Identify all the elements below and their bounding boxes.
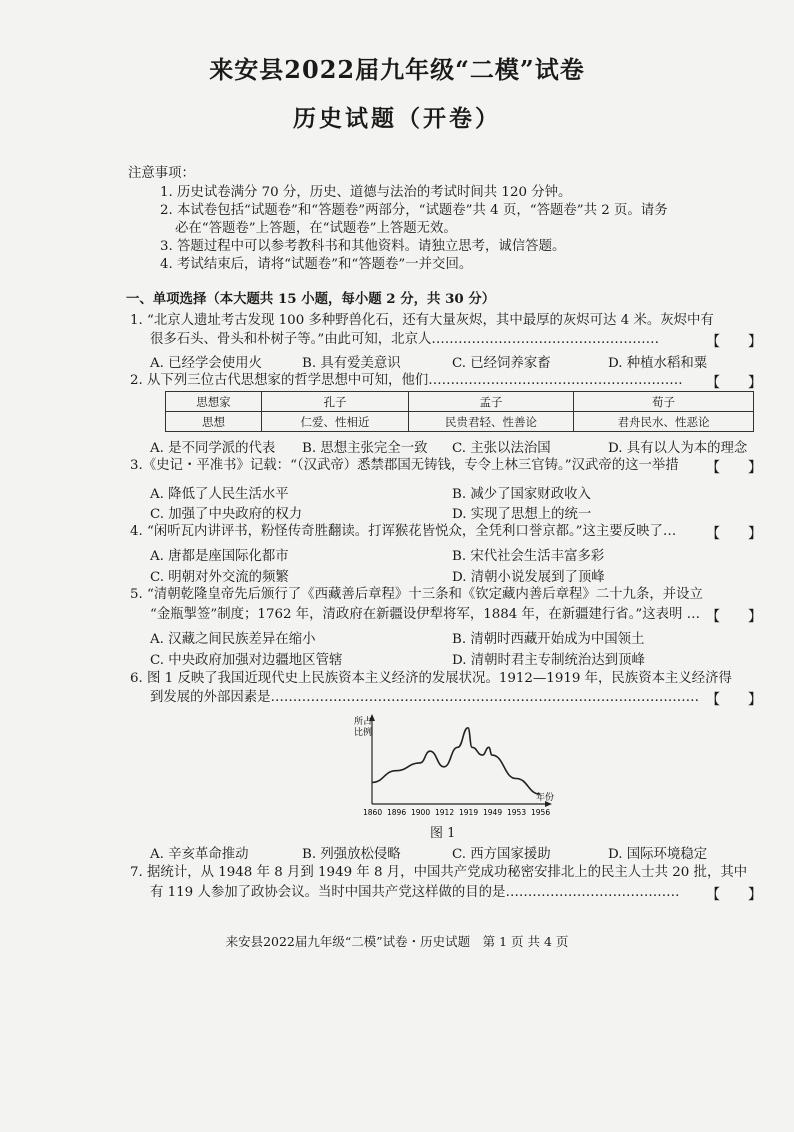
q5-line2: “金瓶掣签”制度；1762 年，清政府在新疆设伊犁将军，1884 年，在新疆建行省。”这表明 … (150, 607, 701, 622)
exam-title: 来安县2022届九年级“二模”试卷 (209, 55, 585, 84)
table-cell: 君舟民水、性恶论 (574, 412, 754, 432)
q2-answer-bracket: 【 】 (706, 375, 762, 391)
philosophers-table (165, 391, 754, 432)
q7-answer-bracket: 【 】 (706, 887, 762, 903)
q1-answer-bracket: 【 】 (706, 334, 762, 350)
q6-line2: 到发展的外部因素是…………………………………………………………………………………… (150, 690, 700, 705)
table-row (166, 412, 754, 432)
notice-heading: 注意事项： (128, 166, 195, 181)
figure-caption: 图 1 (430, 826, 456, 841)
figure-1-chart (340, 712, 560, 820)
q5-option-c: C. 中央政府加强对边疆地区管辖 (150, 653, 343, 668)
table-header-cell: 孟子 (409, 392, 574, 412)
q6-answer-bracket: 【 】 (706, 692, 762, 708)
q5-option-a: A. 汉藏之间民族差异在缩小 (150, 632, 316, 647)
q7-line1: 7. 据统计，从 1948 年 8 月到 1949 年 8 月，中国共产党成功秘密安排北上的民主人士共 20 批，其中 (130, 865, 748, 880)
exam-subtitle: 历史试题（开卷） (293, 105, 501, 132)
x-axis-label: 年份 (536, 793, 555, 803)
q3-option-d: D. 实现了思想上的统一 (452, 507, 592, 522)
table-header-cell: 思想家 (166, 392, 262, 412)
y-label-char: 比 (354, 728, 364, 738)
q7-line2: 有 119 人参加了政协会议。当时中国共产党这样做的目的是………………………………… (150, 885, 680, 900)
q2-option-c: C. 主张以法治国 (452, 441, 551, 456)
x-tick-label: 1956 (531, 808, 551, 817)
q4-option-a: A. 唐都是座国际化都市 (150, 549, 289, 564)
notice-item-2: 2. 本试卷包括“试题卷”和“答题卷”两部分，“试题卷”共 4 页，“答题卷”共 2 页。请务 (160, 203, 668, 218)
notice-item-3: 3. 答题过程中可以参考教科书和其他资料。请独立思考，诚信答题。 (160, 239, 566, 254)
q4-answer-bracket: 【 】 (706, 526, 762, 542)
q1-line2: 很多石头、骨头和朴树子等。”由此可知，北京人…………………………………………… (150, 332, 659, 347)
x-tick-label: 1912 (435, 808, 455, 817)
x-tick-label: 1949 (483, 808, 503, 817)
q1-option-c: C. 已经饲养家畜 (452, 356, 551, 371)
q3-option-c: C. 加强了中央政府的权力 (150, 507, 303, 522)
q2-option-a: A. 是不同学派的代表 (150, 441, 276, 456)
q4-option-c: C. 明朝对外交流的频繁 (150, 570, 289, 585)
y-label-char: 例 (363, 728, 373, 738)
table-header-row (166, 392, 754, 412)
q2-line1: 2. 从下列三位古代思想家的哲学思想中可知，他们………………………………………………… (130, 373, 683, 388)
q3-option-a: A. 降低了人民生活水平 (150, 487, 289, 502)
q1-option-a: A. 已经学会使用火 (150, 356, 262, 371)
q3-line1: 3.《史记・平准书》记载：“（汉武帝）悉禁郡国无铸钱，专令上林三官铸。”汉武帝的这一举措 (130, 458, 679, 473)
table-header-cell: 孔子 (262, 392, 409, 412)
notice-item-2-cont: 必在“答题卷”上答题，在“试题卷”上答题无效。 (175, 221, 457, 236)
table-cell: 仁爱、性相近 (262, 412, 409, 432)
q3-answer-bracket: 【 】 (706, 460, 762, 476)
q6-option-a: A. 辛亥革命推动 (150, 847, 249, 862)
q6-option-b: B. 列强放松侵略 (302, 847, 401, 862)
q1-option-d: D. 种植水稻和粟 (608, 356, 708, 371)
q5-line1: 5. “清朝乾隆皇帝先后颁行了《西藏善后章程》十三条和《钦定藏内善后章程》二十九条，并设立 (130, 587, 703, 602)
table-cell: 民贵君轻、性善论 (409, 412, 574, 432)
y-label-char: 占 (363, 717, 373, 727)
q5-option-b: B. 清朝时西藏开始成为中国领土 (452, 632, 645, 647)
x-tick-label: 1860 (363, 808, 383, 817)
q3-option-b: B. 减少了国家财政收入 (452, 487, 591, 502)
table-header-cell: 荀子 (574, 392, 754, 412)
q1-option-b: B. 具有爱美意识 (302, 356, 401, 371)
q4-option-d: D. 清朝小说发展到了顶峰 (452, 570, 605, 585)
q4-option-b: B. 宋代社会生活丰富多彩 (452, 549, 605, 564)
q4-line1: 4. “闲听瓦内讲评书，粉怪传奇胜翻读。打诨猴花皆悦众，全凭利口誉京都。”这主要反映了… (130, 524, 677, 539)
x-tick-label: 1900 (411, 808, 431, 817)
y-label-char: 所 (354, 717, 364, 727)
q5-answer-bracket: 【 】 (706, 609, 762, 625)
q6-option-c: C. 西方国家援助 (452, 847, 551, 862)
q5-option-d: D. 清朝时君主专制统治达到顶峰 (452, 653, 645, 668)
q6-option-d: D. 国际环境稳定 (608, 847, 708, 862)
notice-item-4: 4. 考试结束后，请将“试题卷”和“答题卷”一并交回。 (160, 257, 473, 272)
q1-line1: 1. “北京人遗址考古发现 100 多种野兽化石，还有大量灰烬，其中最厚的灰烬可达 4 米。灰烬中有 (130, 313, 714, 328)
page-footer: 来安县2022届九年级“二模”试卷・历史试题 第 1 页 共 4 页 (225, 934, 569, 949)
series-line (372, 728, 540, 794)
q2-option-d: D. 具有以人为本的理念 (608, 441, 748, 456)
section-heading: 一、单项选择（本大题共 15 小题，每小题 2 分，共 30 分） (126, 291, 496, 307)
x-tick-label: 1953 (507, 808, 527, 817)
x-tick-label: 1919 (459, 808, 479, 817)
table-cell: 思想 (166, 412, 262, 432)
x-tick-label: 1896 (387, 808, 407, 817)
q2-option-b: B. 思想主张完全一致 (302, 441, 428, 456)
q6-line1: 6. 图 1 反映了我国近现代史上民族资本主义经济的发展状况。1912—1919 年，民族资本主义经济得 (130, 671, 732, 686)
notice-item-1: 1. 历史试卷满分 70 分，历史、道德与法治的考试时间共 120 分钟。 (160, 185, 572, 200)
y-axis-label (354, 715, 372, 738)
